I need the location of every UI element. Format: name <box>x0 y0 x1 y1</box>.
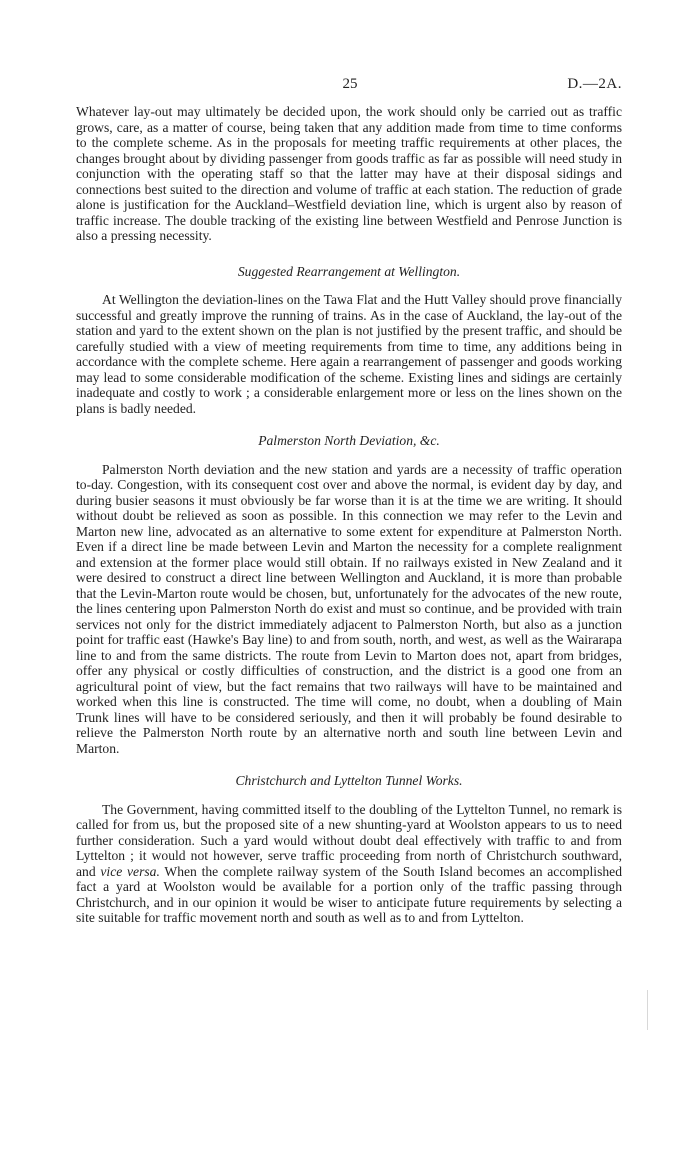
paragraph-christchurch-lyttelton <box>76 802 622 926</box>
scan-mark <box>647 990 648 1030</box>
heading-palmerston-north: Palmerston North Deviation, &c. <box>258 433 440 448</box>
page-number: 25 <box>342 76 358 92</box>
document-body <box>76 104 622 926</box>
paragraph-wellington: At Wellington the deviation-lines on the Tawa Flat and the Hutt Valley should prove financially successful and greatly improve the running of trains. As in the case of Auckland, the lay-out of the station and yard to the extent shown on the plan is not justified by the present traffic, and should be carefully studied with a view of meeting requirements from time to time, any additions being in accordance with the complete scheme. Here again a rearrangement of passenger and goods working may lead to some considerable modification of the scheme. Existing lines and sidings are certainly inadequate and costly to work ; a considerable enlargement more or less on the lines shown on the plans is badly needed. <box>76 292 622 416</box>
heading-christchurch-lyttelton: Christchurch and Lyttelton Tunnel Works. <box>235 773 463 788</box>
paragraph-palmerston-north: Palmerston North deviation and the new station and yards are a necessity of traffic operation to-day. Congestion, with its consequent cost over and above the normal, is evident day by day, and during busier seasons it must obviously be far worse than it is at the time we are writing. It should without doubt be relieved as soon as possible. In this connection we may refer to the Levin and Marton new line, advocated as an alternative to some extent for expenditure at Palmerston North. Even if a direct line be made between Levin and Marton the necessity for a complete realignment and extension at the former place would still obtain. If no railways existed in New Zealand and it were desired to construct a direct line between Wellington and Auckland, it is more than probable that the Levin-Marton route would be chosen, but, unfortunately for the advocates of the new route, the lines centering upon Palmerston North do exist and must so continue, and be provided with train services not only for the district immediately adjacent to Palmerston North, but also as a junction point for traffic east (Hawke's Bay line) to and from south, north, and west, as well as the Wairarapa line to and from the same districts. The route from Levin to Marton does not, apart from bridges, offer any physical or costly difficulties of construction, and the district is a good one from an agricultural point of view, but the fact remains that two railways will have to be maintained and worked when this line is constructed. The time will come, no doubt, when a doubling of Main Trunk lines will have to be considered seriously, and then it will probably be found desirable to relieve the Palmerston North route by an alternative north and south line between Levin and Marton. <box>76 461 622 756</box>
paragraph-text-start: The Government, having committed itself to the doubling of the Lyttelton Tunnel, no remark is called for from us, but the proposed site of a new shunting-yard at Woolston appears to us to need further consideration. Such a yard would without doubt deal effectively with traffic to and from Lyttelton ; it would not however, serve traffic proceeding from north of Christchurch southward, and <box>76 801 622 879</box>
italic-phrase: vice versa. <box>100 863 160 879</box>
intro-paragraph: Whatever lay-out may ultimately be decided upon, the work should only be carried out as traffic grows, care, as a matter of course, being taken that any addition made from time to time conforms to the complete scheme. As in the proposals for meeting traffic requirements at other places, the changes brought about by dividing passenger from goods traffic as far as possible will need study in conjunction with the operating staff so that the latter may have at their disposal sidings and connections best suited to the direction and volume of traffic at each station. The reduction of grade alone is justification for the Auckland–Westfield deviation line, which is urgent also by reason of traffic increase. The double tracking of the existing line between Westfield and Penrose Junction is also a pressing necessity. <box>76 104 622 243</box>
paragraph-text-end: When the complete railway system of the South Island becomes an accomplished fact a yard at Woolston would be available for a portion only of the traffic passing through Christchurch, and in our opinion it would be wiser to anticipate future requirements by selecting a site suitable for traffic movement north and south as well as to and from Lyttelton. <box>76 863 623 925</box>
heading-wellington: Suggested Rearrangement at Wellington. <box>237 263 461 279</box>
document-reference: D.—2A. <box>567 76 622 92</box>
